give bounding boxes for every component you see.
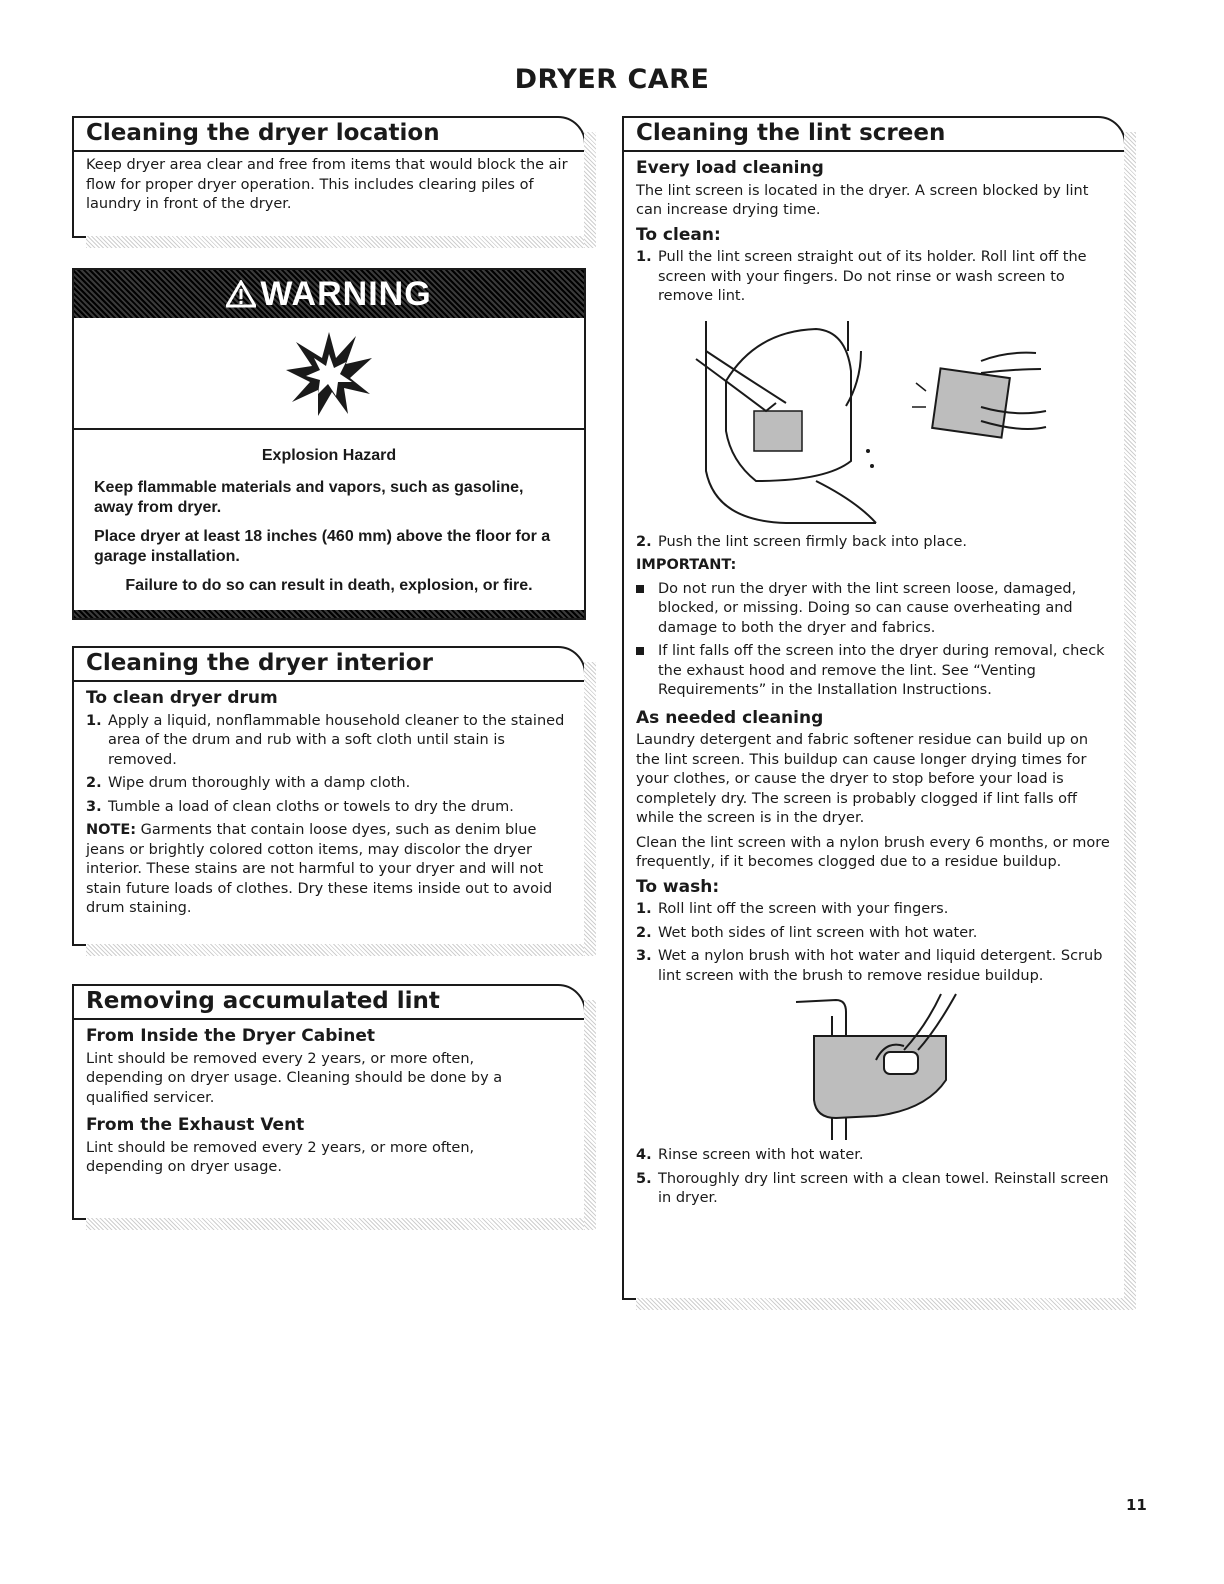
warning-line-3: Failure to do so can result in death, explosion, or fire.	[125, 577, 533, 594]
warning-box	[72, 268, 586, 620]
warning-label: WARNING	[260, 274, 432, 313]
to-wash-heading: To wash:	[636, 876, 720, 897]
exhaust-text: Lint should be removed every 2 years, or more often, depending on dryer usage.	[86, 1139, 475, 1175]
list-item: 1. Roll lint off the screen with your fingers.	[636, 901, 949, 917]
interior-heading: Cleaning the dryer interior	[74, 648, 584, 682]
list-item: 5. Thoroughly dry lint screen with a clean towel. Reinstall screen in dryer.	[636, 1170, 1109, 1206]
interior-subheading: To clean dryer drum	[86, 688, 278, 708]
location-heading: Cleaning the dryer location	[74, 118, 584, 152]
to-clean-heading: To clean:	[636, 224, 721, 245]
as-needed-heading: As needed cleaning	[636, 707, 824, 728]
every-load-heading: Every load cleaning	[636, 158, 824, 178]
warning-line-1: Keep flammable materials and vapors, such as gasoline, away from dryer.	[94, 479, 524, 516]
lint-removal-heading: Removing accumulated lint	[74, 986, 584, 1020]
interior-note: NOTE: Garments that contain loose dyes, such as denim blue jeans or brightly colored cotton items, may discolor the dryer interior. These stains are not harmful to your dryer and will not stain future loads of clothes. Dry these items inside out to avoid drum staining.	[86, 822, 553, 916]
list-item: Do not run the dryer with the lint screen loose, damaged, blocked, or missing. Doing so can cause overheating and damage to both the dryer and fabrics.	[636, 580, 1112, 639]
list-item: 1. Apply a liquid, nonflammable household cleaner to the stained area of the drum and rub with a soft cloth until stain is removed.	[86, 712, 565, 768]
important-label: IMPORTANT:	[636, 557, 737, 573]
exhaust-subheading: From the Exhaust Vent	[86, 1115, 305, 1135]
cabinet-text: Lint should be removed every 2 years, or more often, depending on dryer usage. Cleaning should be done by a qualified servicer.	[86, 1050, 503, 1106]
list-item: 1. Pull the lint screen straight out of its holder. Roll lint off the screen with your fingers. Do not rinse or wash screen to remove lint.	[636, 249, 1087, 304]
list-item: 2. Push the lint screen firmly back into place.	[636, 533, 968, 550]
page-title: DRYER CARE	[514, 64, 710, 95]
location-section	[72, 116, 586, 238]
warning-hazard: Explosion Hazard	[261, 447, 397, 464]
lint-screen-section	[622, 116, 1126, 1300]
list-item: 2. Wet both sides of lint screen with hot water.	[636, 924, 978, 941]
warning-banner	[74, 270, 584, 318]
explosion-icon	[284, 328, 374, 418]
list-item: 2. Wipe drum thoroughly with a damp cloth.	[86, 775, 411, 791]
cabinet-subheading: From Inside the Dryer Cabinet	[86, 1026, 375, 1046]
list-item: If lint falls off the screen into the dryer during removal, check the exhaust hood and remove the lint. See “Venting Requirements” in the Installation Instructions.	[636, 642, 1112, 701]
lint-removal-section	[72, 984, 586, 1220]
lint-screen-heading: Cleaning the lint screen	[624, 118, 1124, 152]
location-text: Keep dryer area clear and free from items that would block the air flow for proper dryer operation. This includes clearing piles of laundry in front of the dryer.	[86, 157, 568, 212]
lint-screen-removal-illustration	[636, 311, 1106, 533]
list-item: 3. Tumble a load of clean cloths or towels to dry the drum.	[86, 798, 514, 815]
list-item: 4. Rinse screen with hot water.	[636, 1147, 864, 1163]
interior-section	[72, 646, 586, 946]
every-load-text: The lint screen is located in the dryer. A screen blocked by lint can increase drying time.	[636, 182, 1089, 218]
warning-line-2: Place dryer at least 18 inches (460 mm) above the floor for a garage installation.	[94, 528, 551, 565]
as-needed-text-2: Clean the lint screen with a nylon brush every 6 months, or more frequently, if it becomes clogged due to a residue buildup.	[636, 834, 1110, 870]
warning-triangle-icon	[226, 280, 256, 308]
as-needed-text-1: Laundry detergent and fabric softener residue can build up on the lint screen. This buildup can cause longer drying times for your clothes, or cause the dryer to stop before your load is completely dry. The screen is probably clogged if lint falls off while the screen is in the dryer.	[636, 732, 1089, 826]
list-item: 3. Wet a nylon brush with hot water and liquid detergent. Scrub lint screen with the brush to remove residue buildup.	[636, 948, 1103, 984]
lint-screen-washing-illustration	[636, 990, 1106, 1146]
page-number: 11	[1126, 1496, 1147, 1514]
